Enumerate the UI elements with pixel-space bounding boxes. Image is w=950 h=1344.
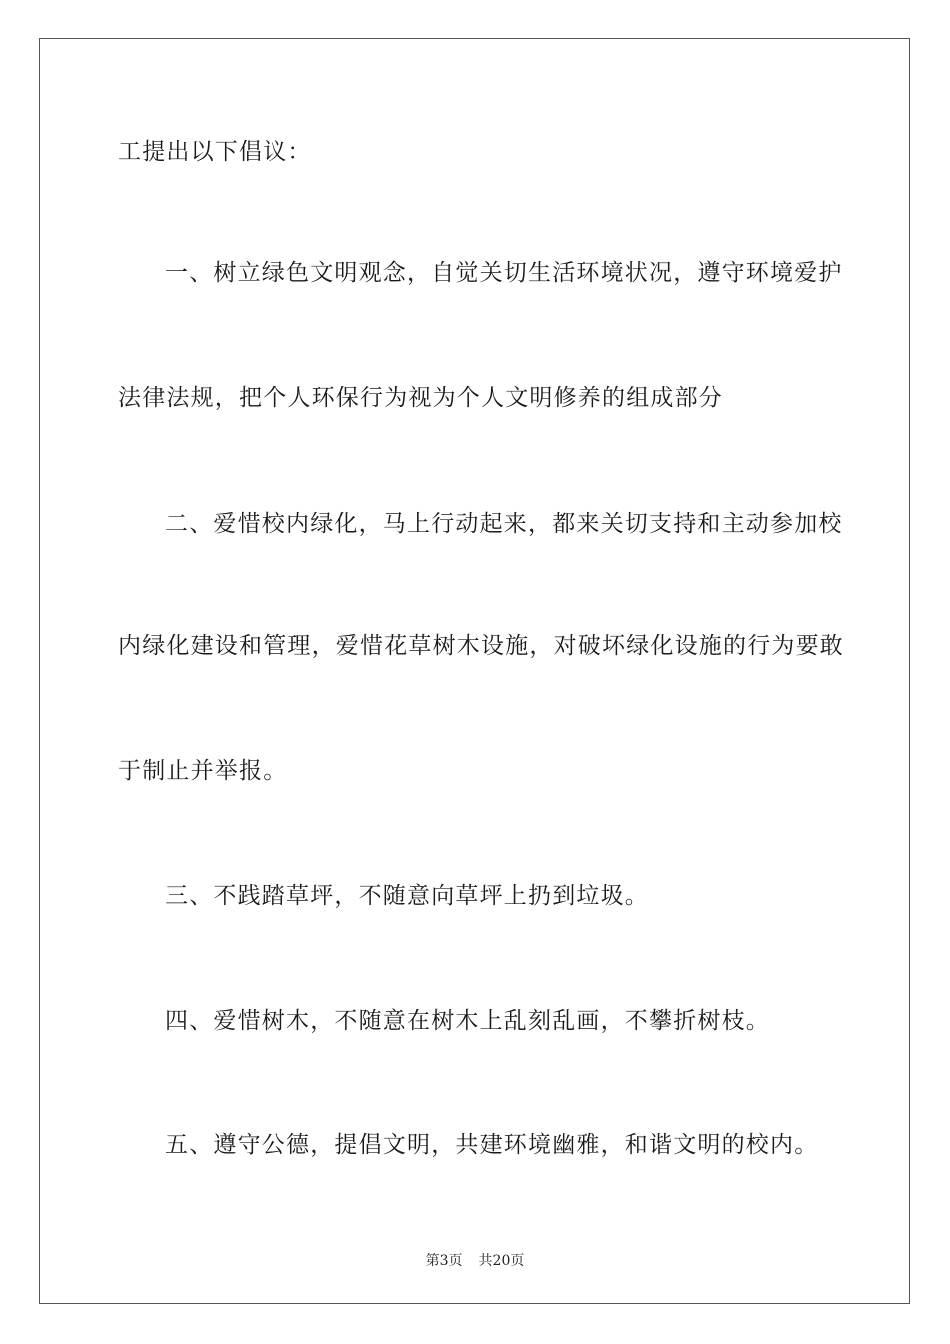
text-line: 内绿化建设和管理，爱惜花草树木设施，对破坏绿化设施的行为要敢 bbox=[118, 633, 844, 659]
paragraph-item-4: 四、爱惜树木，不随意在树木上乱刻乱画，不攀折树枝。 bbox=[165, 1008, 770, 1034]
page-border bbox=[39, 38, 910, 1304]
paragraph-item-3: 三、不践踏草坪，不随意向草坪上扔到垃圾。 bbox=[165, 883, 649, 909]
text-line: 法律法规，把个人环保行为视为个人文明修养的组成部分 bbox=[118, 385, 723, 411]
total-pages: 共20页 bbox=[478, 1253, 525, 1269]
text-line: 于制止并举报。 bbox=[118, 758, 288, 784]
page-number: 第3页 bbox=[425, 1253, 463, 1269]
paragraph-item-2: 二、爱惜校内绿化，马上行动起来，都来关切支持和主动参加校 bbox=[165, 511, 843, 537]
text-line: 工提出以下倡议： bbox=[118, 139, 312, 165]
page-footer bbox=[0, 1250, 950, 1270]
paragraph-item-5: 五、遵守公德，提倡文明，共建环境幽雅，和谐文明的校内。 bbox=[165, 1132, 819, 1158]
paragraph-item-1: 一、树立绿色文明观念，自觉关切生活环境状况，遵守环境爱护 bbox=[165, 260, 843, 286]
